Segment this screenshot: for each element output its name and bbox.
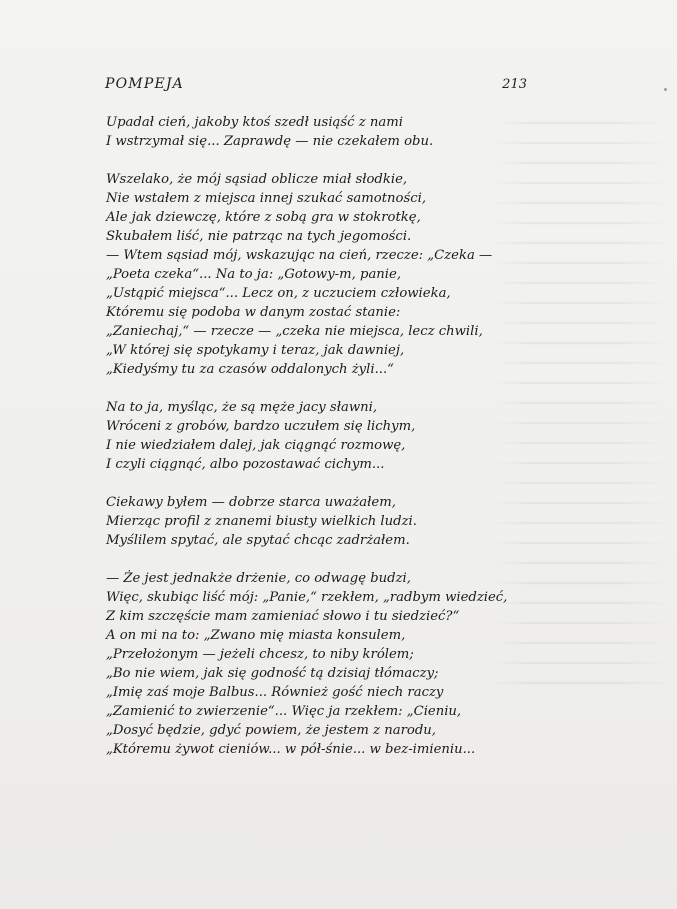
poem-line: Ale jak dziewczę, które z sobą gra w stokrotkę, xyxy=(106,210,421,225)
stanza xyxy=(106,493,546,550)
page-header xyxy=(105,76,527,98)
stanza xyxy=(106,113,546,151)
poem-line: „Ustąpić miejsca“... Lecz on, z uczuciem człowieka, xyxy=(106,286,451,301)
poem-line: Ciekawy byłem — dobrze starca uważałem, xyxy=(106,495,396,510)
running-title: POMPEJA xyxy=(105,76,184,92)
poem-line: „Bo nie wiem, jak się godność tą dzisiaj tłómaczy; xyxy=(106,666,439,681)
poem-line: „Poeta czeka“... Na to ja: „Gotowy-m, panie, xyxy=(106,267,402,282)
poem-line: Na to ja, myśląc, że są męże jacy sławni, xyxy=(106,400,378,415)
stanza xyxy=(106,170,546,379)
poem-line: Wróceni z grobów, bardzo uczułem się lichym, xyxy=(106,419,416,434)
poem-line: Więc, skubiąc liść mój: „Panie,“ rzekłem, „radbym wiedzieć, xyxy=(106,590,508,605)
poem-line: I nie wiedziałem dalej, jak ciągnąć rozmowę, xyxy=(106,438,406,453)
poem-body xyxy=(106,113,546,778)
poem-line: Któremu się podoba w danym zostać stanie: xyxy=(106,305,401,320)
stanza xyxy=(106,398,546,474)
page-number: 213 xyxy=(502,77,527,92)
poem-line: Nie wstałem z miejsca innej szukać samotności, xyxy=(106,191,427,206)
poem-line: Z kim szczęście mam zamieniać słowo i tu siedzieć?“ xyxy=(106,609,460,624)
poem-line: — Że jest jednakże drżenie, co odwagę budzi, xyxy=(106,571,411,586)
poem-line: Upadał cień, jakoby ktoś szedł usiąść z nami xyxy=(106,115,403,130)
poem-line: Wszelako, że mój sąsiad oblicze miał słodkie, xyxy=(106,172,408,187)
poem-line: Myślilem spytać, ale spytać chcąc zadrżałem. xyxy=(106,533,410,548)
poem-line: „Któremu żywot cieniów... w pół-śnie... w bez-imieniu... xyxy=(106,742,476,757)
poem-line: „Kiedyśmy tu za czasów oddalonych żyli...“ xyxy=(106,362,394,377)
poem-line: „Zamienić to zwierzenie“... Więc ja rzekłem: „Cieniu, xyxy=(106,704,462,719)
stanza xyxy=(106,569,546,759)
poem-line: A on mi na to: „Zwano mię miasta konsulem, xyxy=(106,628,406,643)
poem-line: „W której się spotykamy i teraz, jak dawniej, xyxy=(106,343,405,358)
poem-line: Mierząc profil z znanemi biusty wielkich ludzi. xyxy=(106,514,417,529)
poem-line: I wstrzymał się... Zaprawdę — nie czekałem obu. xyxy=(106,134,434,149)
poem-line: „Zaniechaj,“ — rzecze — „czeka nie miejsca, lecz chwili, xyxy=(106,324,483,339)
poem-line: — Wtem sąsiad mój, wskazując na cień, rzecze: „Czeka — xyxy=(106,248,493,263)
paper-speck xyxy=(664,88,667,91)
poem-line: Skubałem liść, nie patrząc na tych jegomości. xyxy=(106,229,412,244)
poem-line: „Imię zaś moje Balbus... Również gość niech raczy xyxy=(106,685,444,700)
poem-line: „Dosyć będzie, gdyć powiem, że jestem z narodu, xyxy=(106,723,436,738)
poem-line: I czyli ciągnąć, albo pozostawać cichym... xyxy=(106,457,385,472)
poem-line: „Przełożonym — jeżeli chcesz, to niby królem; xyxy=(106,647,414,662)
